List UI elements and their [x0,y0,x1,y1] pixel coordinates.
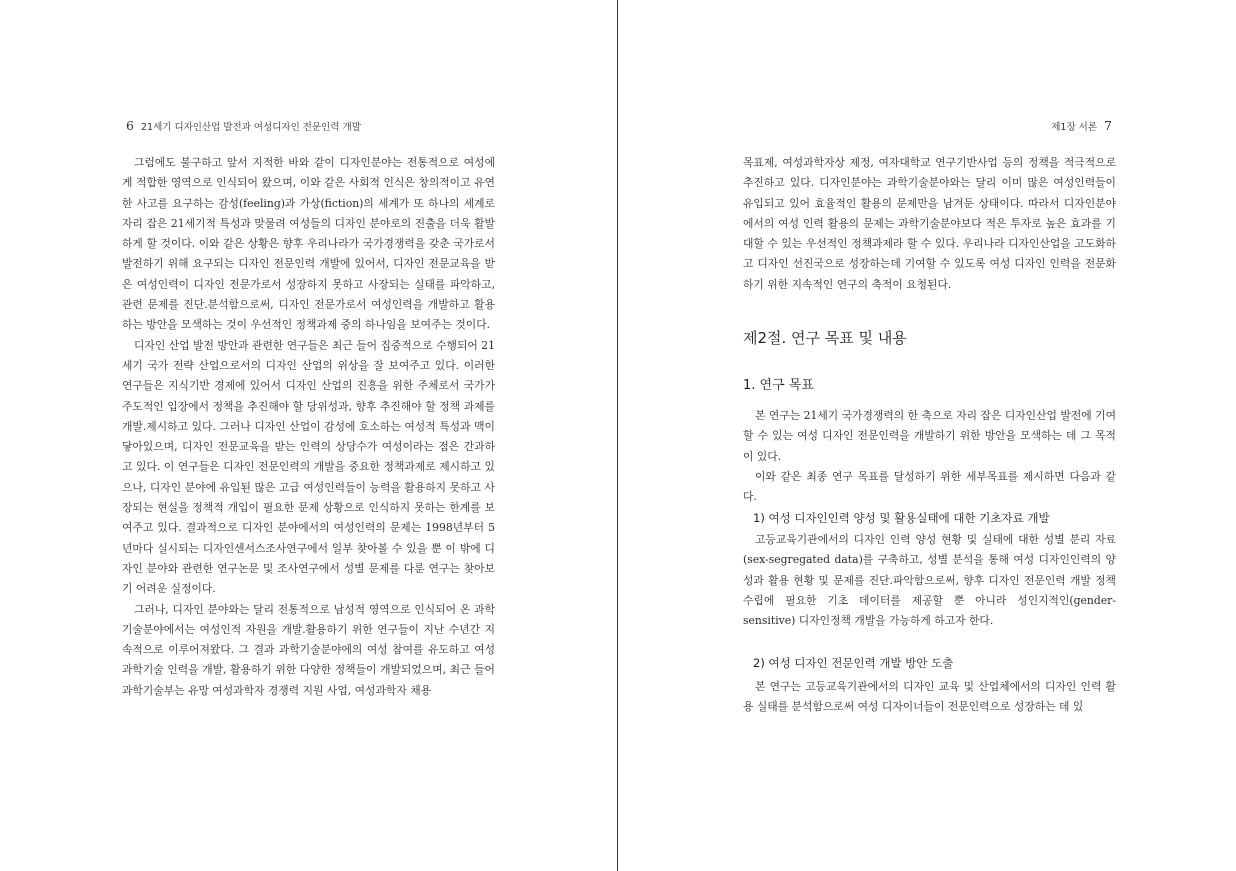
left-page-number: 6 [126,118,134,133]
chapter-label: 제1장 서론 [1051,122,1098,133]
section-title: 제2절. 연구 목표 및 내용 [743,329,907,347]
item-1-body [743,530,1116,631]
subsection-title: 1. 연구 목표 [743,378,814,393]
left-paragraph-3: 그러나, 디자인 분야와는 달리 전통적으로 남성적 영역으로 인식되어 온 과학기술분야에서는 여성인적 자원을 개발.활용하기 위한 연구들이 지난 수년간 지속적으로 이루어져왔다. 그 결과 과학기술분야에의 여성 참여를 유도하고 여성 과학기술 인력을 개발, 활용하기 위한 다양한 정책들이 개발되었으며, 최근 들어 과학기술부는 유망 여성과학자 경쟁력 지원 사업, 여성과학자 채용 [122,602,495,697]
item-1-paragraph: 고등교육기관에서의 디자인 인력 양성 현황 및 실태에 대한 성별 분리 자료(sex-segregated data)를 구축하고, 성별 분석을 통해 여성 디자인인력의 양성과 활용 현황 및 문제를 진단.파악함으로써, 향후 디자인 전문인력 개발 정책 수립에 필요한 기초 데이터를 제공할 뿐 아니라 성인지적인(gender-sensitive) 디자인정책 개발을 가능하게 하고자 한다. [743,533,1116,628]
page-divider [617,0,618,871]
continuation-paragraph: 목표제, 여성과학자상 제정, 여자대학교 연구기반사업 등의 정책을 적극적으로 추진하고 있다. 디자인분야는 과학기술분야와는 달리 이미 많은 여성인력들이 유입되고 있어 효율적인 활용의 문제만을 남겨둔 상태이다. 따라서 디자인분야에서의 여성 인력 활용의 문제는 과학기술분야보다 적은 투자로 높은 효과를 기대할 수 있는 우선적인 정책과제라 할 수 있다. 우리나라 디자인산업을 고도화하고 디자인 선진국으로 성장하는데 기여할 수 있도록 여성 디자인 인력을 전문화하기 위한 지속적인 연구의 축적이 요청된다. [743,156,1116,291]
right-page [619,0,1236,871]
right-running-head [1051,118,1116,133]
goal-paragraph-1: 본 연구는 21세기 국가경쟁력의 한 축으로 자리 잡은 디자인산업 발전에 기여할 수 있는 여성 디자인 전문인력을 개발하기 위한 방안을 모색하는 데 그 목적이 있다. [743,409,1116,463]
goal-text [743,406,1116,507]
item-2-title: 2) 여성 디자인 전문인력 개발 방안 도출 [753,656,954,670]
right-page-number: 7 [1104,118,1112,133]
left-paragraph-2: 디자인 산업 발전 방안과 관련한 연구들은 최근 들어 집중적으로 수행되어 21세기 국가 전략 산업으로서의 디자인 산업의 위상을 잘 보여주고 있다. 이러한 연구들은 지식기반 경제에 있어서 디자인 산업의 진흥을 위한 주체로서 국가가 주도적인 입장에서 정책을 추진해야 할 당위성과, 향후 추진해야 할 정책 과제를 개발.제시하고 있다. 그러나 디자인 산업이 감성에 호소하는 여성적 특성과 맥이 닿아있으며, 디자인 전문교육을 받는 인력의 상당수가 여성이라는 점은 간과하고 있다. 이 연구들은 디자인 전문인력의 개발을 중요한 정책과제로 제시하고 있으나, 디자인 분야에 유입된 많은 고급 여성인력들이 능력을 활용하지 못하고 사장되는 현실을 정책적 개입이 필요한 문제 상황으로 인식하지 못하는 한계를 보여주고 있다. 결과적으로 디자인 분야에서의 여성인력의 문제는 1998년부터 5년마다 실시되는 디자인센서스조사연구에서 일부 찾아볼 수 있을 뿐 이 밖에 디자인 분야와 관련한 연구논문 및 조사연구에서 성별 문제를 다룬 연구는 찾아보기 어려운 실정이다. [122,338,495,596]
item-2-body [743,677,1116,718]
left-body-text [122,153,495,701]
item-2-paragraph: 본 연구는 고등교육기관에서의 디자인 교육 및 산업체에서의 디자인 인력 활용 실태를 분석함으로써 여성 디자이너들이 전문인력으로 성장하는 데 있 [743,680,1116,714]
left-running-title: 21세기 디자인산업 발전과 여성디자인 전문인력 개발 [140,122,361,133]
left-paragraph-1: 그럼에도 불구하고 앞서 지적한 바와 같이 디자인분야는 전통적으로 여성에게 적합한 영역으로 인식되어 왔으며, 이와 같은 사회적 인식은 창의적이고 유연한 사고를 요구하는 감성(feeling)과 가상(fiction)의 세계가 또 하나의 세계로 자리 잡은 21세기적 특성과 맞물려 여성들의 디자인 분야로의 진출을 더욱 활발하게 할 것이다. 이와 같은 상황은 향후 우리나라가 국가경쟁력을 갖춘 국가로서 발전하기 위해 요구되는 디자인 전문인력 개발에 있어서, 디자인 전문교육을 받은 여성인력이 디자인 전문가로서 성장하지 못하고 사장되는 실태를 파악하고, 관련 문제를 진단.분석함으로써, 디자인 전문가로서 여성인력을 개발하고 활용하는 방안을 모색하는 것이 우선적인 정책과제 중의 하나임을 보여주는 것이다. [122,156,495,332]
right-continuation-text [743,153,1116,295]
left-running-head [122,118,361,133]
left-page [0,0,617,871]
goal-paragraph-2: 이와 같은 최종 연구 목표를 달성하기 위한 세부목표를 제시하면 다음과 같다. [743,469,1116,504]
item-1-title: 1) 여성 디자인인력 양성 및 활용실태에 대한 기초자료 개발 [753,511,1050,525]
